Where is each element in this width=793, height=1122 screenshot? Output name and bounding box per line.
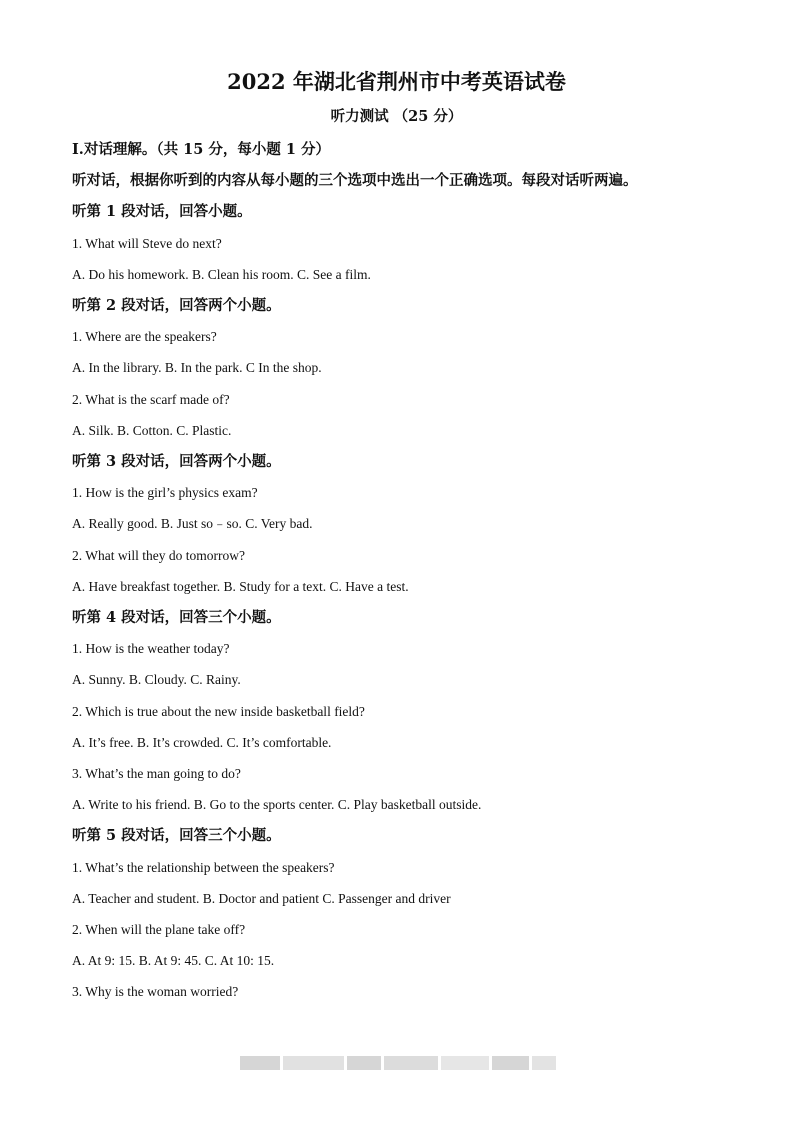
answer-options: A. It’s free. B. It’s crowded. C. It’s comfortable. [72,735,332,750]
question-text: 1. What will Steve do next? [72,236,222,251]
section-instruction: 听对话，根据你听到的内容从每小题的三个选项中选出一个正确选项。每段对话听两遍。 [72,172,638,189]
dialogue-3-heading: 听第 3 段对话，回答两个小题。 [72,453,281,470]
question-text: 3. What’s the man going to do? [72,766,241,781]
section-heading: Ⅰ.对话理解。（共 15 分，每小题 1 分） [72,141,331,158]
section-subtitle: 听力测试 （25 分） [330,108,463,125]
question-text: 2. What is the scarf made of? [72,392,230,407]
answer-options: A. Sunny. B. Cloudy. C. Rainy. [72,672,241,687]
question-text: 1. How is the weather today? [72,641,230,656]
question-text: 2. What will they do tomorrow? [72,548,245,563]
dialogue-5-heading: 听第 5 段对话，回答三个小题。 [72,827,281,844]
answer-options: A. At 9: 15. B. At 9: 45. C. At 10: 15. [72,953,275,968]
question-text: 3. Why is the woman worried? [72,984,239,999]
question-text: 1. How is the girl’s physics exam? [72,485,258,500]
question-text: 2. When will the plane take off? [72,922,246,937]
answer-options: A. In the library. B. In the park. C In the shop. [72,360,322,375]
answer-options: A. Silk. B. Cotton. C. Plastic. [72,423,232,438]
page-title: 2022 年湖北省荆州市中考英语试卷 [227,69,566,94]
dialogue-4-heading: 听第 4 段对话，回答三个小题。 [72,609,281,626]
answer-options: A. Teacher and student. B. Doctor and patient C. Passenger and driver [72,891,451,906]
question-text: 2. Which is true about the new inside basketball field? [72,704,365,719]
answer-options: A. Really good. B. Just so﹣so. C. Very bad. [72,516,313,531]
answer-options: A. Do his homework. B. Clean his room. C. See a film. [72,267,371,282]
dialogue-1-heading: 听第 1 段对话，回答小题。 [72,203,252,220]
blurred-watermark [240,1055,556,1071]
answer-options: A. Have breakfast together. B. Study for a text. C. Have a test. [72,579,409,594]
answer-options: A. Write to his friend. B. Go to the sports center. C. Play basketball outside. [72,797,482,812]
dialogue-2-heading: 听第 2 段对话，回答两个小题。 [72,297,281,314]
question-text: 1. Where are the speakers? [72,329,217,344]
question-text: 1. What’s the relationship between the speakers? [72,860,335,875]
